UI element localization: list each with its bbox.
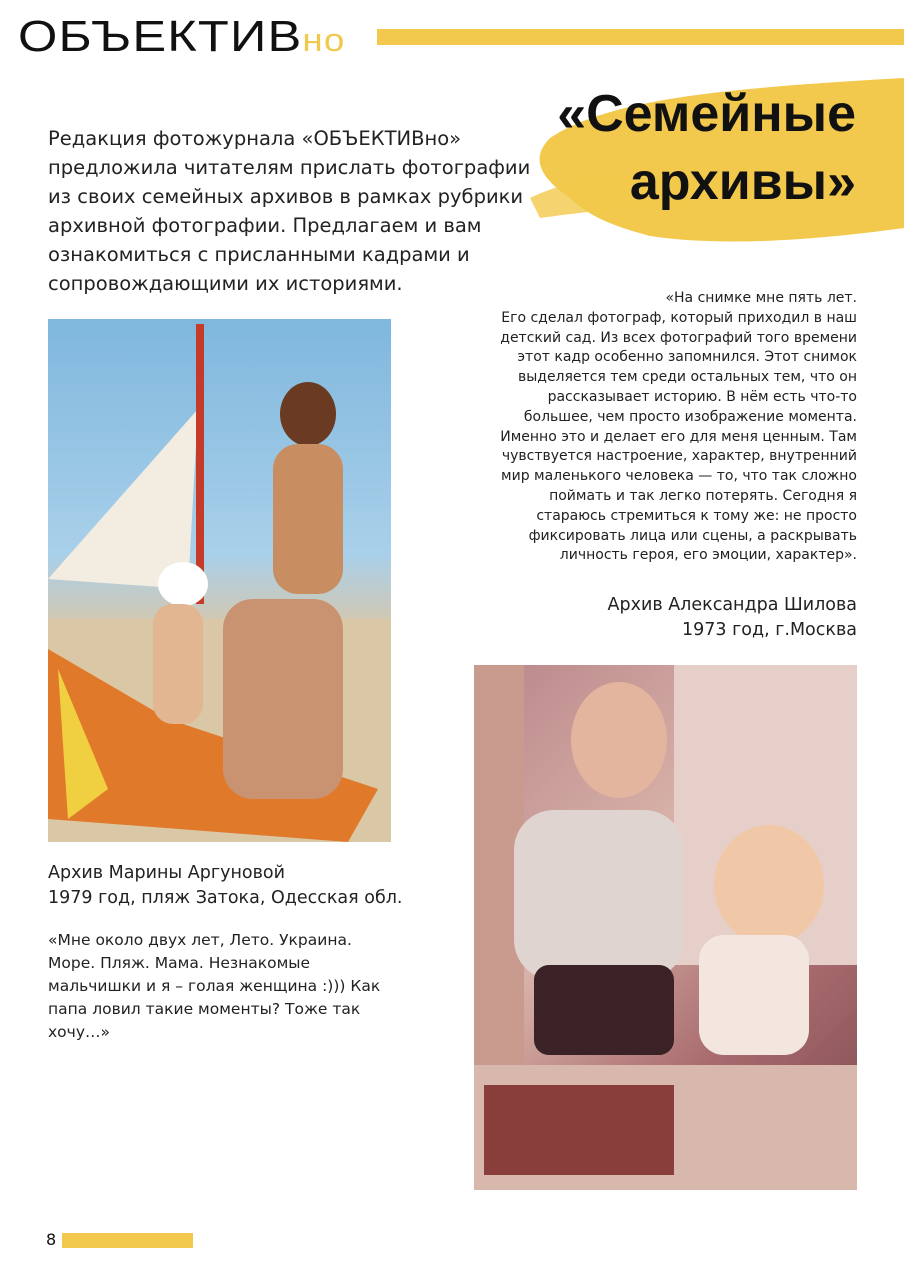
title-line-1: «Семейные (557, 85, 856, 143)
story-1-attribution (608, 593, 857, 643)
quote-line: стараюсь стремиться к тому же: не просто (536, 507, 857, 524)
story-2-place: 1979 год, пляж Затока, Одесская обл. (48, 888, 403, 908)
quote-line: этот кадр особенно запомнился. Этот снимок (517, 349, 857, 366)
quote-line: мир маленького человека — то, что так сложно (501, 468, 857, 485)
magazine-logo (18, 12, 345, 62)
title-line-2: архивы» (629, 153, 856, 211)
quote-line: выделяется тем среди остальных тем, что он (517, 369, 857, 386)
quote-line: Его сделал фотограф, который приходил в наш (501, 309, 857, 326)
quote-line: большее, чем просто изображение момента. (523, 408, 857, 425)
quote-line: рассказывает историю. В нём есть что-то (547, 388, 857, 405)
logo-suffix: но (302, 22, 346, 58)
story-1-author: Архив Александра Шилова (607, 595, 857, 615)
footer-accent-bar (62, 1233, 193, 1248)
quote-line: поймать и так легко потерять. Сегодня я (549, 487, 857, 504)
story-2-quote: «Мне около двух лет, Лето. Украина. Море. Пляж. Мама. Незнакомые мальчишки и я – голая женщина :))) Как папа ловил такие моменты? Тоже так хочу…» (48, 931, 381, 1041)
page-number: 8 (46, 1230, 57, 1249)
quote-line: фиксировать лица или сцены, а раскрывать (528, 527, 857, 544)
story-1-place: 1973 год, г.Москва (681, 620, 857, 640)
quote-line: детский сад. Из всех фотографий того времени (500, 329, 857, 346)
quote-line: Именно это и делает его для меня ценным. Там (500, 428, 857, 445)
story-1-quote (437, 289, 857, 566)
quote-line: чувствуется настроение, характер, внутренний (501, 448, 857, 465)
story-2-attribution (48, 861, 403, 911)
story-2-author: Архив Марины Аргуновой (48, 863, 285, 883)
beach-family-photo (48, 319, 391, 842)
intro-paragraph: Редакция фотожурнала «ОБЪЕКТИВно» предложила читателям прислать фотографии из своих семейных архивов в рамках рубрики архивной фотографии. Предлагаем и вам ознакомиться с присланными кадрами и сопровождающими их историями. (48, 127, 531, 295)
header-accent-bar (377, 29, 904, 45)
logo-main: ОБЪЕКТИВ (18, 12, 303, 61)
boy-with-doll-photo (474, 665, 857, 1190)
page-title (557, 80, 856, 216)
quote-line: личность героя, его эмоции, характер». (559, 547, 857, 564)
quote-line: «На снимке мне пять лет. (665, 290, 857, 306)
